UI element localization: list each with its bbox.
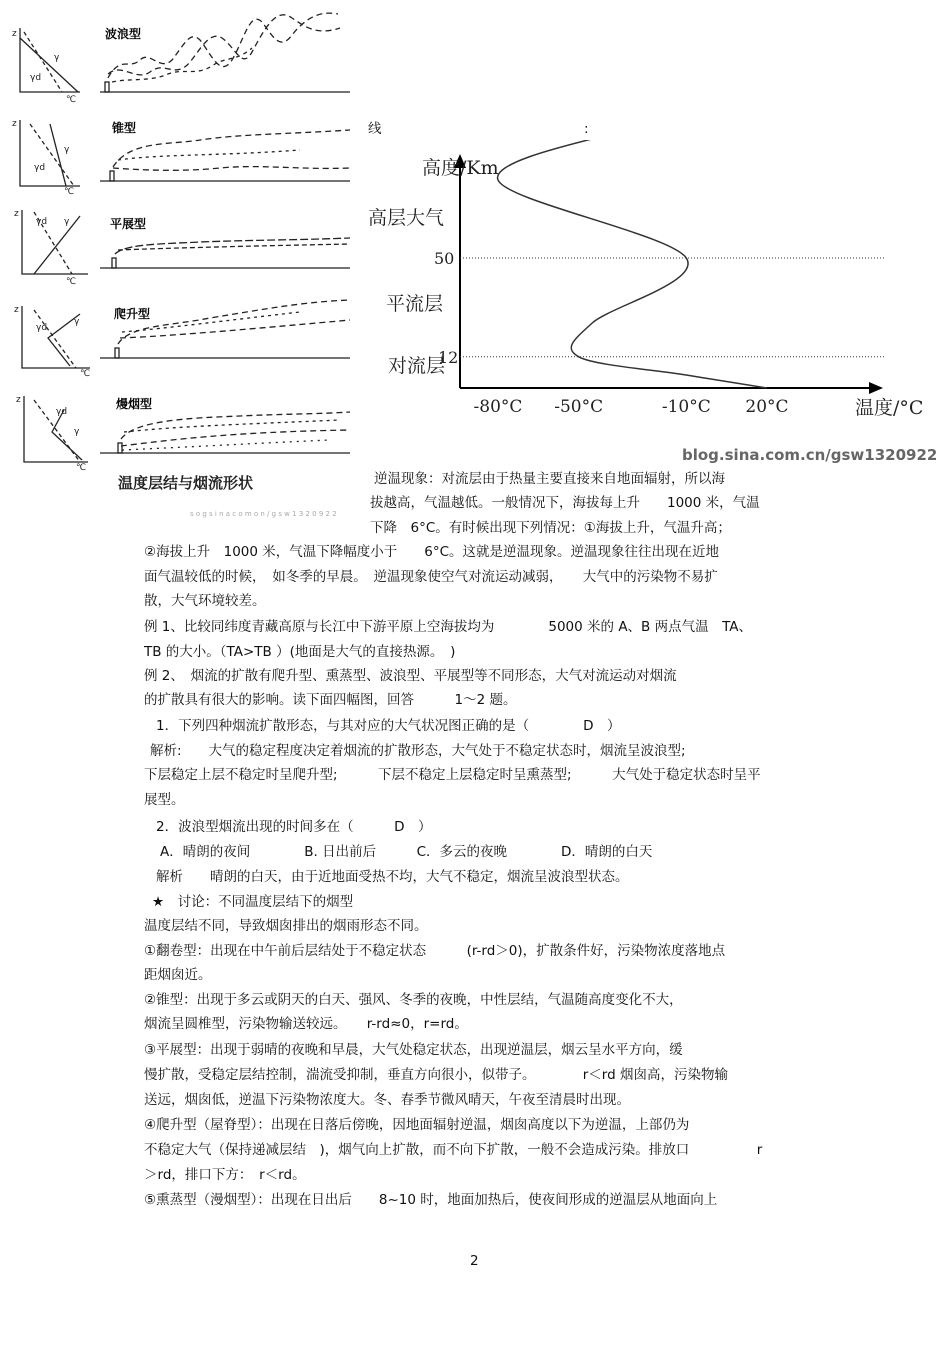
temperature-height-chart: [360, 140, 950, 470]
text-line-1: 逆温现象：对流层由于热量主要直接来自地面辐射，所以海: [374, 471, 725, 487]
text-line-2: 拔越高，气温越低。一般情况下，海拔每上升 1000 米，气温: [370, 495, 760, 511]
chart-svg: [360, 140, 950, 470]
text-line-26: 送远，烟囱低，逆温下污染物浓度大。冬、春季节微风晴天，午夜至清晨时出现。: [144, 1092, 630, 1108]
y-tick-12: 12: [438, 347, 459, 367]
text-line-10: 的扩散具有很大的影响。读下面四幅图，回答 1～2 题。: [144, 692, 517, 708]
x-tick-minus10: -10°C: [661, 397, 711, 417]
lapse-diagram-4: [22, 306, 90, 368]
text-line-9: 例 2、 烟流的扩散有爬升型、熏蒸型、波浪型、平展型等不同形态，大气对流运动对烟流: [144, 668, 677, 684]
unit-2: ℃: [64, 187, 75, 197]
layer-stratosphere: 平流层: [386, 293, 444, 315]
text-line-27: ④爬升型（屋脊型）：出现在日落后傍晚，因地面辐射逆温，烟囱高度以下为逆温，上部仍为: [144, 1117, 690, 1133]
text-line-13: 下层稳定上层不稳定时呈爬升型; 下层不稳定上层稳定时呈熏蒸型; 大气处于稳定状态时呈平: [144, 767, 761, 783]
page-number: 2: [470, 1253, 479, 1269]
text-line-25: 慢扩散，受稳定层结控制，湍流受抑制，垂直方向很小，似带子。 r＜rd 烟囱高，污染物输: [144, 1067, 728, 1083]
axis-z-5: z: [16, 395, 21, 405]
temperature-curve: [498, 140, 767, 388]
gamma-d-3: γd: [36, 217, 48, 227]
text-line-16: A．晴朗的夜间 B. 日出前后 C．多云的夜晚 D．晴朗的白天: [160, 844, 653, 860]
text-line-15: 2．波浪型烟流出现的时间多在（ D ）: [156, 819, 432, 835]
plume-figure-svg: [0, 0, 360, 520]
axis-z-3: z: [14, 209, 19, 219]
text-line-7: 例 1、比较同纬度青藏高原与长江中下游平原上空海拔均为 5000 米的 A、B 两点气温 TA、: [144, 619, 753, 635]
gamma-3: γ: [64, 217, 70, 227]
unit-5: ℃: [76, 463, 87, 473]
y-tick-50: 50: [434, 249, 455, 268]
text-line-17: 解析 晴朗的白天，由于近地面受热不均，大气不稳定，烟流呈波浪型状态。: [156, 869, 629, 885]
x-tick-minus50: -50°C: [554, 397, 604, 417]
text-line-28: 不稳定大气（保持递减层结 )，烟气向上扩散，而不向下扩散，一般不会造成污染。排放口 r: [144, 1142, 763, 1158]
figure-watermark: s o g s i n a c o m o n / g s w 1 3 2 0 9 2 2: [190, 510, 337, 518]
text-line-29: ＞rd，排口下方： r＜rd。: [144, 1167, 306, 1183]
unit-1: ℃: [66, 95, 77, 105]
y-axis-title: 高度/Km: [422, 157, 499, 179]
gamma-d-4: γd: [36, 323, 48, 333]
gamma-2: γ: [64, 145, 70, 155]
text-line-20: ①翻卷型：出现在中午前后层结处于不稳定状态 (r-rd＞0)，扩散条件好，污染物浓度落地点: [144, 943, 726, 959]
gamma-d-2: γd: [34, 163, 46, 173]
gamma-1: γ: [54, 53, 60, 63]
panel-label-3: 平展型: [110, 217, 147, 231]
plume-figure: [0, 0, 360, 520]
text-line-12: 解析: 大气的稳定程度决定着烟流的扩散形态，大气处于不稳定状态时，烟流呈波浪型;: [150, 743, 686, 759]
lapse-diagram-1: [20, 28, 80, 92]
text-line-21: 距烟囱近。: [144, 967, 212, 983]
x-tick-20: 20°C: [745, 397, 789, 417]
x-tick-minus80: -80°C: [473, 397, 523, 417]
chart-title-right: :: [584, 121, 589, 137]
axis-z-1: z: [12, 29, 17, 39]
panel-label-5: 熳烟型: [116, 397, 153, 411]
text-line-6: 散，大气环境较差。: [144, 593, 266, 609]
x-axis-arrow: [869, 382, 883, 394]
layer-upper-atmosphere: 高层大气: [368, 207, 445, 229]
panel-label-1: 波浪型: [105, 27, 142, 41]
gamma-d-1: γd: [30, 73, 42, 83]
gamma-5: γ: [74, 427, 80, 437]
figure-caption: 温度层结与烟流形状: [118, 474, 254, 492]
gamma-4: γ: [74, 317, 80, 327]
text-line-14: 展型。: [144, 792, 185, 808]
unit-4: ℃: [80, 369, 91, 379]
text-line-3: 下降 6°C。有时候出现下列情况：①海拔上升，气温升高；: [370, 520, 731, 536]
chart-title-left: 线: [368, 121, 382, 137]
text-line-4: ②海拔上升 1000 米，气温下降幅度小于 6°C。这就是逆温现象。逆温现象往往出现在近地: [144, 544, 720, 560]
x-axis-title: 温度/°C: [855, 397, 924, 419]
text-line-23: 烟流呈圆椎型，污染物输送较远。 r-rd≈0，r=rd。: [144, 1016, 468, 1032]
text-line-22: ②锥型：出现于多云或阴天的白天、强风、冬季的夜晚，中性层结，气温随高度变化不大，: [144, 992, 683, 1008]
text-line-8: TB 的大小。（TA>TB ）(地面是大气的直接热源。 ): [144, 644, 456, 660]
text-line-5: 面气温较低的时候， 如冬季的早晨。 逆温现象使空气对流运动减弱， 大气中的污染物不易扩: [144, 569, 718, 585]
panel-label-2: 锥型: [112, 121, 137, 135]
gamma-d-5: γd: [56, 407, 68, 417]
lapse-diagram-2: [20, 120, 80, 186]
axis-z-2: z: [12, 119, 17, 129]
axis-z-4: z: [14, 305, 19, 315]
layer-troposphere: 对流层: [388, 355, 446, 377]
text-line-18: ★ 讨论：不同温度层结下的烟型: [152, 894, 354, 910]
text-line-19: 温度层结不同，导致烟囱排出的烟雨形态不同。: [144, 918, 428, 934]
text-line-11: 1．下列四种烟流扩散形态，与其对应的大气状况图正确的是（ D ）: [156, 718, 621, 734]
panel-label-4: 爬升型: [114, 307, 151, 321]
text-line-24: ③平展型：出现于弱晴的夜晚和早晨，大气处稳定状态，出现逆温层，烟云呈水平方向，缓: [144, 1042, 683, 1058]
chart-watermark: blog.sina.com.cn/gsw1320922: [682, 446, 938, 464]
unit-3: ℃: [66, 277, 77, 287]
text-line-30: ⑤熏蒸型（漫烟型）：出现在日出后 8~10 时，地面加热后，使夜间形成的逆温层从地面向上: [144, 1192, 718, 1208]
lapse-diagram-3: [22, 210, 88, 274]
